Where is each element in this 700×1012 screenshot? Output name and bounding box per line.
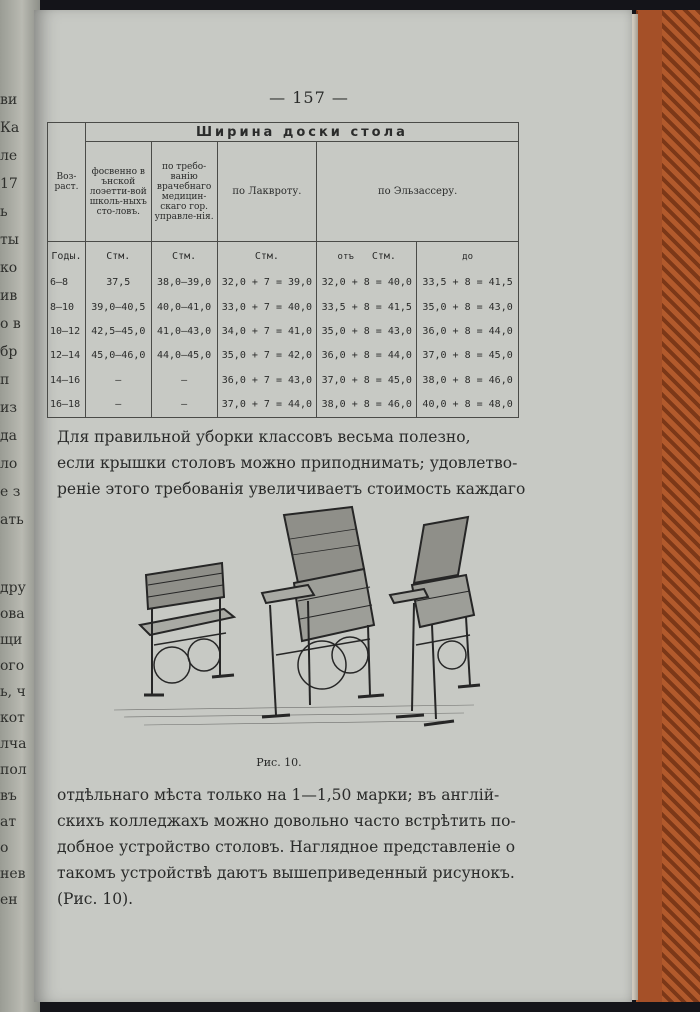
body-text-line: скихъ колледжахъ можно довольно часто встрѣтить по- bbox=[57, 812, 516, 830]
cell-elsasser-to: 37,0 + 8 = 45,0 bbox=[417, 344, 519, 368]
left-page-fragment: ь, ч bbox=[0, 684, 26, 700]
desk-right bbox=[390, 517, 480, 725]
left-page-fragment: лча bbox=[0, 736, 27, 752]
table-row bbox=[48, 392, 519, 417]
left-page-fragment: ло bbox=[0, 456, 18, 472]
cell-elsasser-to: 33,5 + 8 = 41,5 bbox=[417, 271, 519, 295]
left-page-fragment: Ка bbox=[0, 120, 20, 136]
left-page-fragment: о в bbox=[0, 316, 21, 332]
cell-age: 12—14 bbox=[48, 344, 86, 368]
cell-elsasser-from: 32,0 + 8 = 40,0 bbox=[317, 271, 417, 295]
left-page-fragment: ова bbox=[0, 606, 25, 622]
left-page-fragment: ив bbox=[0, 288, 18, 304]
unit-medical: Стм. bbox=[151, 242, 217, 271]
table-row bbox=[48, 368, 519, 392]
book-page bbox=[34, 10, 632, 1002]
col-header-age: Воз-раст. bbox=[48, 123, 86, 242]
col-header-elsasser: по Эльзассеру. bbox=[317, 142, 519, 242]
left-page-fragment: ат bbox=[0, 814, 17, 830]
cell-lakroth: 35,0 + 7 = 42,0 bbox=[217, 344, 317, 368]
left-page-fragment: ого bbox=[0, 658, 25, 674]
left-page-fragment: да bbox=[0, 428, 17, 444]
desk-width-table bbox=[47, 122, 519, 418]
left-page-fragment: въ bbox=[0, 788, 17, 804]
cell-school: 42,5—45,0 bbox=[85, 319, 151, 343]
left-page-fragment: пол bbox=[0, 762, 27, 778]
cell-lakroth: 33,0 + 7 = 40,0 bbox=[217, 295, 317, 319]
cell-elsasser-to: 35,0 + 8 = 43,0 bbox=[417, 295, 519, 319]
left-page-fragment: ь bbox=[0, 204, 8, 220]
cover-spine bbox=[638, 10, 662, 1002]
figure-caption: Рис. 10. bbox=[256, 756, 302, 769]
cell-age: 14—16 bbox=[48, 368, 86, 392]
cell-lakroth: 32,0 + 7 = 39,0 bbox=[217, 271, 317, 295]
unit-elsasser-from bbox=[317, 242, 417, 271]
page-number: — 157 — bbox=[269, 88, 349, 107]
left-page-fragment: дру bbox=[0, 580, 26, 596]
cell-elsasser-from: 37,0 + 8 = 45,0 bbox=[317, 368, 417, 392]
body-text-line: отдѣльнаго мѣста только на 1—1,50 марки; въ англій- bbox=[57, 786, 500, 804]
cell-medical: 44,0—45,0 bbox=[151, 344, 217, 368]
left-page-fragment: ен bbox=[0, 892, 18, 908]
body-text-line: (Рис. 10). bbox=[57, 890, 134, 908]
unit-elsasser-to bbox=[417, 242, 519, 271]
table-row bbox=[48, 271, 519, 295]
cell-age: 16—18 bbox=[48, 392, 86, 417]
col-header-medical: по требо-ванію врачебнаго медицин-скаго гор. управле-нія. bbox=[151, 142, 217, 242]
cell-school: 37,5 bbox=[85, 271, 151, 295]
cell-medical: 38,0—39,0 bbox=[151, 271, 217, 295]
left-page-fragment: ты bbox=[0, 232, 19, 248]
cell-medical: — bbox=[151, 368, 217, 392]
cell-age: 10—12 bbox=[48, 319, 86, 343]
unit-school: Стм. bbox=[85, 242, 151, 271]
cell-elsasser-from: 36,0 + 8 = 44,0 bbox=[317, 344, 417, 368]
unit-lakroth: Стм. bbox=[217, 242, 317, 271]
table-span-header: Ширина доски стола bbox=[85, 123, 518, 142]
left-page-fragment: кот bbox=[0, 710, 25, 726]
unit-from-label: отъ bbox=[337, 251, 354, 262]
left-page-fragment: из bbox=[0, 400, 17, 416]
unit-elsasser: Стм. bbox=[371, 250, 396, 262]
cell-elsasser-to: 40,0 + 8 = 48,0 bbox=[417, 392, 519, 417]
cell-school: — bbox=[85, 368, 151, 392]
cell-medical: 41,0—43,0 bbox=[151, 319, 217, 343]
cell-elsasser-to: 38,0 + 8 = 46,0 bbox=[417, 368, 519, 392]
body-text-line: Для правильной уборки классовъ весьма полезно, bbox=[57, 428, 471, 446]
cell-school: — bbox=[85, 392, 151, 417]
table-row bbox=[48, 295, 519, 319]
left-page-fragment: п bbox=[0, 372, 10, 388]
cell-medical: — bbox=[151, 392, 217, 417]
left-page-fragment: ле bbox=[0, 148, 18, 164]
left-page-fragment: 17 bbox=[0, 176, 18, 192]
school-desks-illustration bbox=[94, 505, 484, 745]
table-row bbox=[48, 319, 519, 343]
desk-engraving-svg bbox=[94, 505, 484, 745]
cell-school: 39,0—40,5 bbox=[85, 295, 151, 319]
left-page-fragment: о bbox=[0, 840, 9, 856]
bench-left bbox=[140, 563, 234, 695]
cell-lakroth: 36,0 + 7 = 43,0 bbox=[217, 368, 317, 392]
left-page-fragment: ко bbox=[0, 260, 18, 276]
cell-elsasser-from: 38,0 + 8 = 46,0 bbox=[317, 392, 417, 417]
left-page-fragment: бр bbox=[0, 344, 18, 360]
cell-elsasser-from: 35,0 + 8 = 43,0 bbox=[317, 319, 417, 343]
left-page-fragment: нев bbox=[0, 866, 26, 882]
cell-elsasser-from: 33,5 + 8 = 41,5 bbox=[317, 295, 417, 319]
cell-medical: 40,0—41,0 bbox=[151, 295, 217, 319]
col-header-school: фосвенно в ънской лоэетти-вой школь-ныхъ сто-ловъ. bbox=[85, 142, 151, 242]
cell-age: 8—10 bbox=[48, 295, 86, 319]
cell-lakroth: 34,0 + 7 = 41,0 bbox=[217, 319, 317, 343]
left-page-fragment: е з bbox=[0, 484, 21, 500]
table-row bbox=[48, 344, 519, 368]
body-text-line: если крышки столовъ можно приподнимать; удовлетво- bbox=[57, 454, 518, 472]
unit-to-label: до bbox=[462, 251, 473, 262]
body-text-line: такомъ устройствѣ даютъ вышеприведенный рисунокъ. bbox=[57, 864, 515, 882]
cell-school: 45,0—46,0 bbox=[85, 344, 151, 368]
cell-elsasser-to: 36,0 + 8 = 44,0 bbox=[417, 319, 519, 343]
left-page-fragment: ать bbox=[0, 512, 24, 528]
body-text-line: реніе этого требованія увеличиваетъ стоимость каждаго bbox=[57, 480, 526, 498]
unit-age: Годы. bbox=[48, 242, 86, 271]
cell-lakroth: 37,0 + 7 = 44,0 bbox=[217, 392, 317, 417]
left-page-fragment: ви bbox=[0, 92, 18, 108]
cell-age: 6—8 bbox=[48, 271, 86, 295]
left-page-fragment: щи bbox=[0, 632, 23, 648]
body-text-line: добное устройство столовъ. Наглядное представленіе о bbox=[57, 838, 516, 856]
desk-middle bbox=[262, 507, 384, 717]
col-header-lakroth: по Лаквроту. bbox=[217, 142, 317, 242]
